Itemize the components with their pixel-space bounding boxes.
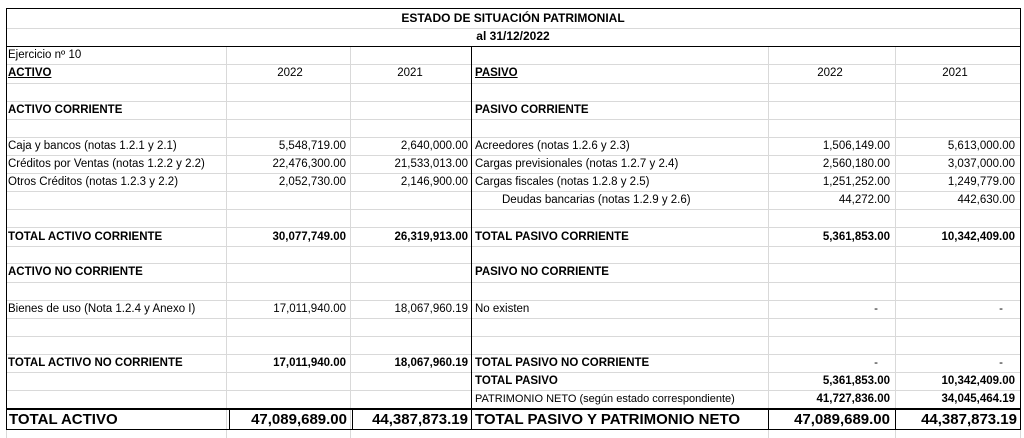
pasivo-year-current: 2022 [817,67,843,79]
patrimonio-neto-2022: 41,727,836.00 [816,393,890,405]
total-pasivo-corriente-2021: 10,342,409.00 [941,231,1015,243]
total-pasivo-no-corriente-2021: - [999,357,1003,369]
border-left [6,8,7,430]
border-total-top [6,408,1020,410]
pasivo-nc-item-2022: - [874,303,878,315]
total-pasivo-pn-2021: 44,387,873.19 [921,411,1017,428]
gridline [6,191,1020,192]
gridline [6,227,1020,228]
pasivo-nc-item-2021: - [999,303,1003,315]
pasivo-item-label: Acreedores (notas 1.2.6 y 2.3) [475,140,630,152]
gridline [6,173,1020,174]
gridline [6,209,1020,210]
activo-item-2022: 22,476,300.00 [272,158,346,170]
gridline [6,101,1020,102]
gridline [6,246,1020,247]
total-pasivo-corriente-label: TOTAL PASIVO CORRIENTE [475,231,629,243]
pasivo-nc-item-label: No existen [475,303,530,315]
gridline [6,263,1020,264]
activo-item-2021: 21,533,013.00 [394,158,468,170]
total-activo-label: TOTAL ACTIVO [9,411,118,428]
pasivo-item-2022: 1,251,252.00 [822,176,890,188]
total-pasivo-2021: 10,342,409.00 [941,375,1015,387]
pasivo-item-2022: 1,506,149.00 [822,140,890,152]
total-activo-no-corriente-2022: 17,011,940.00 [273,357,346,369]
total-pasivo-pn-label: TOTAL PASIVO Y PATRIMONIO NETO [475,411,741,428]
border-top [6,8,1020,9]
gridline [6,83,1020,84]
activo-corriente-heading: ACTIVO CORRIENTE [8,104,123,116]
gridline [6,354,1020,355]
total-activo-no-corriente-2021: 18,067,960.19 [394,357,468,369]
exercise-label: Ejercicio nº 10 [8,49,82,61]
pasivo-item-label: Cargas fiscales (notas 1.2.8 y 2.5) [475,176,650,188]
gridline [6,390,1020,391]
activo-item-2022: 2,052,730.00 [278,176,346,188]
border-right [1020,8,1021,430]
gridline [6,318,1020,319]
pasivo-no-corriente-heading: PASIVO NO CORRIENTE [475,266,609,278]
total-pasivo-no-corriente-2022: - [874,357,878,369]
pasivo-item-2022: 2,560,180.00 [822,158,890,170]
gridline [6,282,1020,283]
activo-item-label: Caja y bancos (notas 1.2.1 y 2.1) [8,140,177,152]
activo-no-corriente-heading: ACTIVO NO CORRIENTE [8,266,143,278]
border-bottom [6,429,1020,430]
pasivo-item-label: Cargas previsionales (notas 1.2.7 y 2.4) [475,158,679,170]
activo-item-2021: 2,146,900.00 [400,176,468,188]
total-activo-corriente-2021: 26,319,913.00 [394,231,468,243]
total-activo-corriente-2022: 30,077,749.00 [272,231,346,243]
total-pasivo-2022: 5,361,853.00 [822,375,890,387]
gridline [6,155,1020,156]
gridline [6,119,1020,120]
pasivo-item-2021: 1,249,779.00 [947,176,1015,188]
pasivo-item-2021: 442,630.00 [957,194,1015,206]
total-activo-no-corriente-label: TOTAL ACTIVO NO CORRIENTE [8,357,183,369]
gridline [6,64,1020,65]
gridline [6,137,1020,138]
patrimonio-neto-2021: 34,045,464.19 [941,393,1015,405]
pasivo-item-2021: 3,037,000.00 [947,158,1015,170]
gridline [6,336,1020,337]
activo-item-label: Otros Créditos (notas 1.2.3 y 2.2) [8,176,179,188]
total-activo-corriente-label: TOTAL ACTIVO CORRIENTE [8,231,163,243]
border-title [6,46,1020,47]
total-pasivo-pn-2022: 47,089,689.00 [794,411,890,428]
gridline [6,300,1020,301]
pasivo-corriente-heading: PASIVO CORRIENTE [475,104,589,116]
total-pasivo-corriente-2022: 5,361,853.00 [822,231,890,243]
pasivo-year-previous: 2021 [942,67,968,79]
activo-item-2021: 2,640,000.00 [400,140,468,152]
activo-item-2022: 5,548,719.00 [278,140,346,152]
pasivo-item-2022: 44,272.00 [838,194,890,206]
activo-year-previous: 2021 [397,67,423,79]
sheet-subtitle: al 31/12/2022 [476,29,550,43]
activo-item-label: Créditos por Ventas (notas 1.2.2 y 2.2) [8,158,205,170]
patrimonio-neto-label: PATRIMONIO NETO (según estado correspondiente) [475,393,735,405]
pasivo-item-2021: 5,613,000.00 [947,140,1015,152]
activo-heading: ACTIVO [8,67,52,79]
pasivo-item-label: Deudas bancarias (notas 1.2.9 y 2.6) [502,194,691,206]
activo-nc-item-2022: 17,011,940.00 [273,303,346,315]
gridline [6,372,1020,373]
gridline [768,46,769,438]
total-activo-2022: 47,089,689.00 [251,411,347,428]
total-activo-2021: 44,387,873.19 [372,411,468,428]
sheet-title: ESTADO DE SITUACIÓN PATRIMONIAL [401,11,625,25]
total-pasivo-label: TOTAL PASIVO [475,375,558,387]
total-pasivo-no-corriente-label: TOTAL PASIVO NO CORRIENTE [475,357,650,369]
border-middle [471,46,472,430]
pasivo-heading: PASIVO [475,67,518,79]
activo-year-current: 2022 [277,67,303,79]
activo-nc-item-label: Bienes de uso (Nota 1.2.4 y Anexo I) [8,303,196,315]
activo-nc-item-2021: 18,067,960.19 [394,303,468,315]
